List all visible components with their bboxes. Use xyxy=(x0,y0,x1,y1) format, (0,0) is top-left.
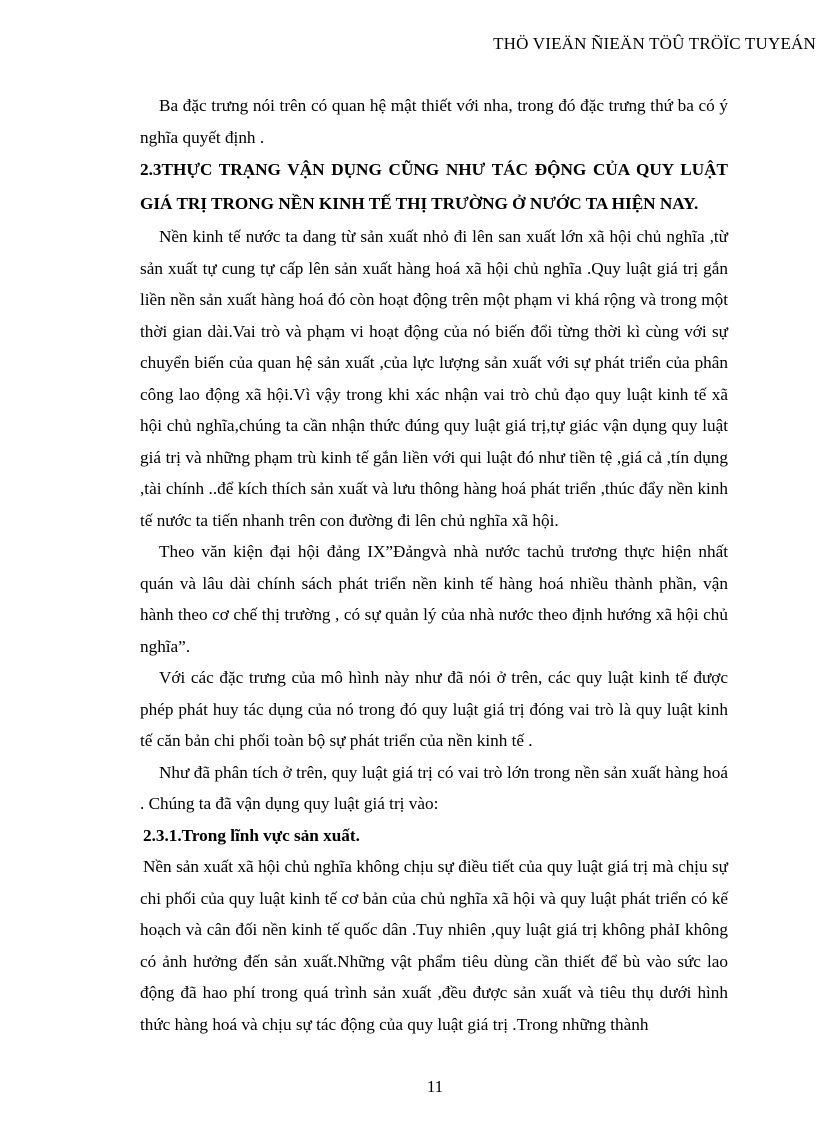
page-number: 11 xyxy=(426,1077,444,1096)
section-heading: 2.3THỰC TRẠNG VẬN DỤNG CŨNG NHƯ TÁC ĐỘNG CỦA QUY LUẬT GIÁ TRỊ TRONG NỀN KINH TẾ THỊ TRƯỜNG Ở NƯỚC TA HIỆN NAY. xyxy=(140,160,728,213)
paragraph-economy: Nền kinh tế nước ta dang từ sản xuất nhỏ đi lên san xuất lớn xã hội chủ nghĩa ,từ sản xuất tự cung tự cấp lên sản xuất hàng hoá xã hội chủ nghĩa .Quy luật giá trị gắn liền nền sản xuất hàng hoá đó còn hoạt động trên một phạm vi khá rộng và trong một thời gian dài.Vai trò và phạm vi hoạt động của nó biến đổi từng thời kì cùng với sự chuyển biến của quan hệ sản xuất ,của lực lượng sản xuất với sự phát triển của phân công lao động xã hội.Vì vậy trong khi xác nhận vai trò chủ đạo quy luật kinh tế xã hội chủ nghĩa,chúng ta cần nhận thức đúng quy luật giá trị,tự giác vận dụng quy luật giá trị và những phạm trù kinh tế gắn liền với qui luật đó như tiền tệ ,giá cả ,tín dụng ,tài chính ..để kích thích sản xuất và lưu thông hàng hoá phát triển ,thúc đẩy nền kinh tế nước ta tiến nhanh trên con đường đi lên chủ nghĩa xã hội. xyxy=(140,227,728,530)
paragraph-analysis: Như đã phân tích ở trên, quy luật giá trị có vai trò lớn trong nền sản xuất hàng hoá . Chúng ta đã vận dụng quy luật giá trị vào: xyxy=(140,762,728,813)
paragraph-congress: Theo văn kiện đại hội đảng IX”Đảngvà nhà nước tachủ trương thực hiện nhất quán và lâu dài chính sách phát triển nền kinh tế hàng hoá nhiều thành phần, vận hành theo cơ chế thị trường , có sự quản lý của nhà nước theo định hướng xã hội chủ nghĩa”. xyxy=(140,542,728,656)
page-body xyxy=(140,90,728,1040)
paragraph-model: Với các đặc trưng của mô hình này như đã nói ở trên, các quy luật kinh tế được phép phát huy tác dụng của nó trong đó quy luật giá trị đóng vai trò là quy luật kinh tế căn bản chi phối toàn bộ sự phát triển của nền kinh tế . xyxy=(140,668,728,750)
paragraph-production: Nền sản xuất xã hội chủ nghĩa không chịu sự điều tiết của quy luật giá trị mà chịu sự chi phối của quy luật kinh tế cơ bản của chủ nghĩa xã hội và quy luật phát triển có kế hoạch và cân đối nền kinh tế quốc dân .Tuy nhiên ,quy luật giá trị không phảI không có ảnh hưởng đến sản xuất.Những vật phẩm tiêu dùng cần thiết để bù vào sức lao động đã hao phí trong quá trình sản xuất ,đều được sản xuất và tiêu thụ dưới hình thức hàng hoá và chịu sự tác động của quy luật giá trị .Trong những thành xyxy=(140,857,728,1034)
subsection-heading: 2.3.1.Trong lĩnh vực sản xuất. xyxy=(143,825,360,845)
running-header: THÖ VIEÄN ÑIEÄN TÖÛ TRÖÏC TUYEÁN xyxy=(493,34,816,53)
paragraph-intro: Ba đặc trưng nói trên có quan hệ mật thiết với nha, trong đó đặc trưng thứ ba có ý nghĩa quyết định . xyxy=(140,96,728,147)
